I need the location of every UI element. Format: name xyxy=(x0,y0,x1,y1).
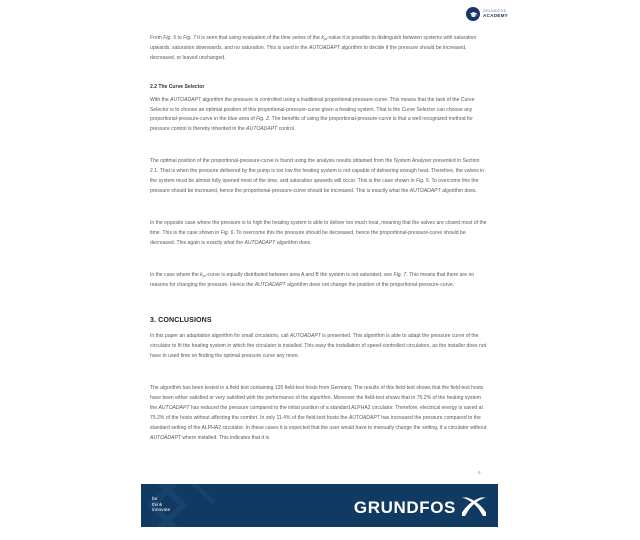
figure-reference: Fig. 5 xyxy=(415,178,429,185)
footer-tagline-think: think xyxy=(152,501,163,507)
variable-k-pv: $k_{pv}$ xyxy=(321,35,328,42)
logo-wordmark xyxy=(483,10,508,18)
document-body xyxy=(150,34,487,444)
page-footer xyxy=(141,484,498,527)
logo-line-grundfos: GRUNDFOS xyxy=(483,8,507,13)
footer-tagline xyxy=(152,496,170,513)
heading-section-2-2: 2.2 The Curve Selector xyxy=(150,83,205,90)
heading-section-3-conclusions: 3. CONCLUSIONS xyxy=(150,316,212,325)
section-spacer xyxy=(150,206,487,219)
product-name: AUTOADAPT xyxy=(170,96,202,103)
variable-k-pv: $k_{pv}$ xyxy=(200,271,206,278)
product-name: AUTOADAPT xyxy=(348,414,380,421)
footer-tagline-innovate: innovate xyxy=(152,507,171,513)
product-name: AUTOADAPT xyxy=(409,187,441,194)
logo-line-academy: ACADEMY xyxy=(483,12,508,18)
footer-tagline-be: be xyxy=(152,496,158,501)
product-name: AUTOADAPT xyxy=(158,404,190,411)
grundfos-brand-logo xyxy=(354,496,487,520)
product-name: AUTOADAPT xyxy=(254,281,286,288)
figure-reference: Fig. 2 xyxy=(256,116,269,123)
page-number: 6 xyxy=(478,470,481,475)
section-spacer xyxy=(150,73,487,83)
paragraph-field-test-results: The algorithm has been tested in a field test containing 120 field-test hosts from Germany. The results of this field-test shows that the field-test hosts have been either satisfied or very satisfied with the performance of the algorithm. Moreover the field-test shows that in 75.2% of the heating system the AUTOADAPT has reduced the pressure compared to the initial position of a standard ALPHA2 circulator. Therefore, electrical energy is saved at 75.2% of the hosts without affecting the comfort. In only 11.4% of the field-test hosts the AUTOADAPT has increased the pressure compared to the standard setting of the ALPHA2 circulator. In these cases it is expected that the user would have to manually change the setting, if a circulator without AUTOADAPT where installed. This indicates that it is xyxy=(150,385,487,441)
paragraph-opposite-case: In the opposite case where the pressure is to high the heating system is able to deliver too much heat, meaning that the valves are closed most of the time. This is the case shown in Fig. 6. To overcome this the pressure should be decreased, hence the proportional-pressure-curve should be decreased. This again is exactly what the AUTOADAPT algorithm does. xyxy=(150,219,487,246)
product-name: AUTOADAPT xyxy=(246,126,278,133)
figure-reference: Fig. 6 xyxy=(220,229,234,236)
product-name: AUTOADAPT xyxy=(289,333,321,340)
figure-reference: Fig. 7 xyxy=(183,35,196,41)
graduation-cap-icon xyxy=(466,7,480,21)
product-name: AUTOADAPT xyxy=(244,239,276,246)
section-spacer xyxy=(150,299,487,315)
figure-reference: Fig. 7 xyxy=(393,271,407,278)
figure-reference: Fig. 5 xyxy=(163,35,177,41)
grundfos-academy-logo xyxy=(466,7,508,21)
section-spacer xyxy=(150,258,487,271)
paragraph-intro: From Fig. 5 to Fig. 7 it is seen that using evaluation of the time series of the $k_{pv}$-value it is possible to distinguish between systems with saturation upwards, saturation downwards, and no saturation. This is used in the AUTOADAPT algorithm to decide if the pressure should be increased, decreased, or leaved unchanged. xyxy=(150,35,477,61)
section-spacer xyxy=(150,144,487,157)
product-name: AUTOADAPT xyxy=(308,44,340,51)
section-spacer xyxy=(150,371,487,384)
paragraph-curve-selector: With the AUTOADAPT algorithm the pressure is controlled using a traditional proportional-pressure-curve. This means that the task of the Curve Selector is to choose an optimal position of this proportional-pressure-curve given a heating system. That is the Curve Selector can choose any proportional-pressure-curve in the blue area of Fig. 2. The benefits of using the proportional-pressure-curve is that a well recognized method for pressure control is thereby inherited in the AUTOADAPT control. xyxy=(150,96,475,133)
paragraph-optimal-position: The optimal position of the proportional-pressure-curve is found using the analysis results obtained from the System Analyser presented in Section 2.1. That is when the pressure delivered by the pump is too low the heating system is not capable of delivering enough heat. Therefore, the valves in the system must be almost fully opened most of the time, and saturation upwards will occur. This is the case shown in Fig. 5. To overcome this the pressure should be increased, hence the proportional-pressure-curve should be increased. This is exactly what the AUTOADAPT algorithm does. xyxy=(150,158,485,194)
product-name: AUTOADAPT xyxy=(150,434,181,441)
paragraph-no-saturation: In the case where the $k_{pv}$-curve is equally distributed between area A and B the system is not saturated, see Fig. 7. This means that there are no reasons for changing the pressure. Hence the AUTOADAPT algorithm does not change the position of the proportional-pressure-curve. xyxy=(150,271,475,288)
paragraph-conclusion-summary: In this paper an adaptation algorithm for small circulators, call AUTOADAPT is presented. This algorithm is able to adapt the pressure curve of the circulator to fit the heating system in which the circulator is installed. This easy the installation of speed-controlled circulators, as the installer does not have to used time on finding the optimal pressure curve any more. xyxy=(150,333,487,360)
grundfos-wordmark: GRUNDFOS xyxy=(353,498,456,517)
grundfos-x-logo-icon xyxy=(461,496,487,520)
